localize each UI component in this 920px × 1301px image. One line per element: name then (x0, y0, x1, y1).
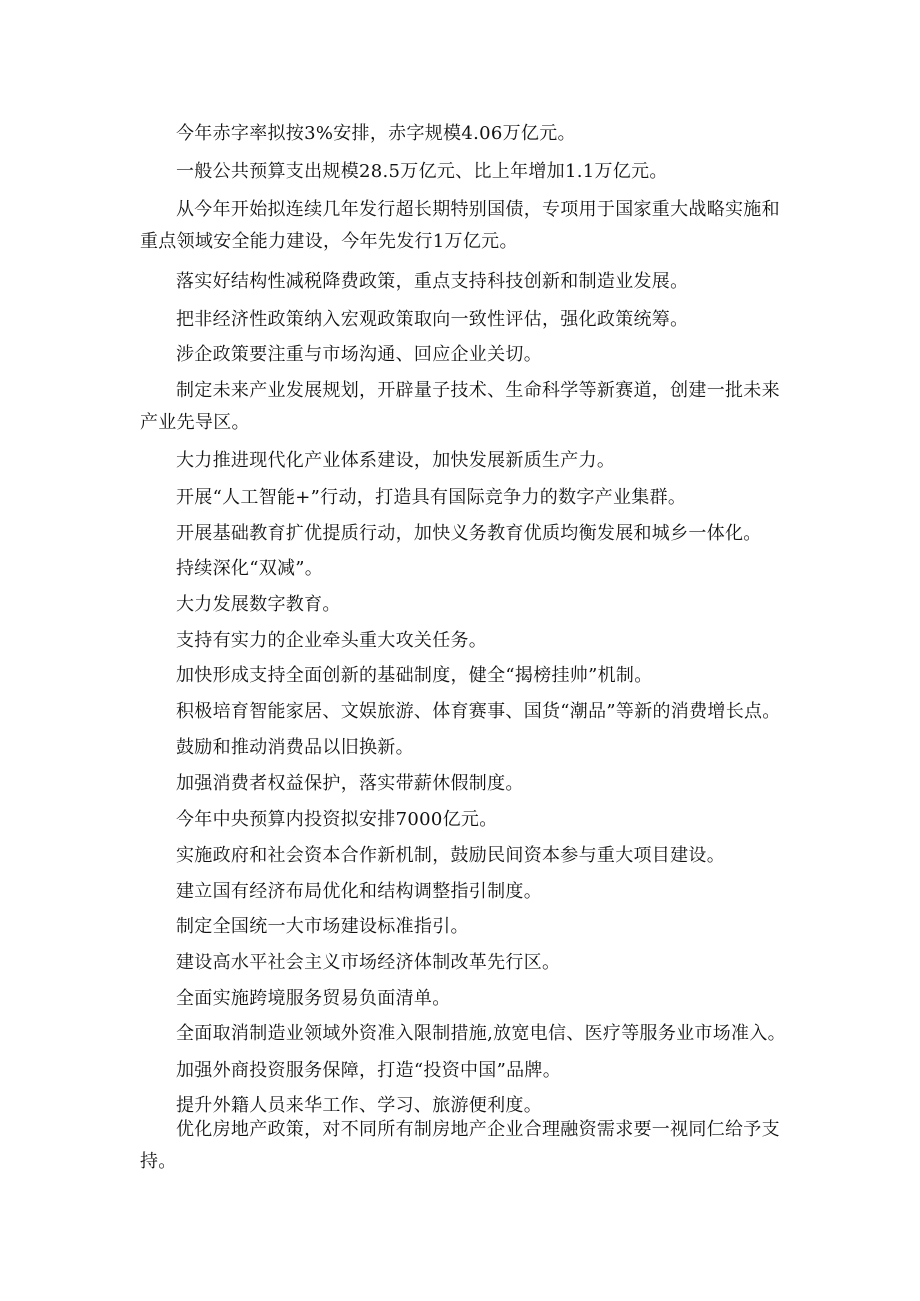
paragraph: 大力推进现代化产业体系建设，加快发展新质生产力。 (176, 450, 616, 471)
paragraph: 支持有实力的企业牵头重大攻关任务。 (176, 630, 488, 651)
paragraph: 今年赤字率拟按3%安排，赤字规模4.06万亿元。 (176, 123, 576, 144)
paragraph: 建立国有经济布局优化和结构调整指引制度。 (176, 881, 542, 902)
paragraph: 开展“人工智能+”行动，打造具有国际竞争力的数字产业集群。 (176, 487, 687, 508)
paragraph: 持续深化“双减”。 (176, 558, 324, 579)
paragraph: 制定全国统一大市场建设标准指引。 (176, 916, 469, 937)
paragraph: 把非经济性政策纳入宏观政策取向一致性评估，强化政策统筹。 (176, 309, 689, 330)
paragraph: 加快形成支持全面创新的基础制度，健全“揭榜挂帅”机制。 (176, 665, 653, 686)
paragraph: 落实好结构性减税降费政策，重点支持科技创新和制造业发展。 (176, 271, 689, 292)
paragraph: 鼓励和推动消费品以旧换新。 (176, 737, 414, 758)
paragraph: 从今年开始拟连续几年发行超长期特别国债，专项用于国家重大战略实施和重点领域安全能力建设，今年先发行1万亿元。 (140, 199, 780, 252)
paragraph: 加强消费者权益保护，落实带薪休假制度。 (176, 773, 524, 794)
paragraph: 一般公共预算支出规模28.5万亿元、比上年增加1.1万亿元。 (176, 161, 668, 182)
paragraph: 实施政府和社会资本合作新机制，鼓励民间资本参与重大项目建设。 (176, 845, 725, 866)
paragraph: 制定未来产业发展规划，开辟量子技术、生命科学等新赛道，创建一批未来产业先导区。 (140, 380, 780, 433)
paragraph: 加强外商投资服务保障，打造“投资中国”品牌。 (176, 1060, 562, 1081)
paragraph: 优化房地产政策，对不同所有制房地产企业合理融资需求要一视同仁给予支持。 (140, 1119, 780, 1172)
paragraph: 提升外籍人员来华工作、学习、旅游便利度。 (176, 1095, 542, 1116)
paragraph: 全面取消制造业领域外资准入限制措施,放宽电信、医疗等服务业市场准入。 (176, 1023, 786, 1044)
paragraph: 全面实施跨境服务贸易负面清单。 (176, 988, 451, 1009)
paragraph: 今年中央预算内投资拟安排7000亿元。 (176, 809, 498, 830)
paragraph: 建设高水平社会主义市场经济体制改革先行区。 (176, 952, 561, 973)
paragraph: 开展基础教育扩优提质行动，加快义务教育优质均衡发展和城乡一体化。 (176, 523, 762, 544)
paragraph: 大力发展数字教育。 (176, 594, 341, 615)
paragraph: 积极培育智能家居、文娱旅游、体育赛事、国货“潮品”等新的消费增长点。 (176, 701, 781, 722)
paragraph: 涉企政策要注重与市场沟通、回应企业关切。 (176, 344, 542, 365)
